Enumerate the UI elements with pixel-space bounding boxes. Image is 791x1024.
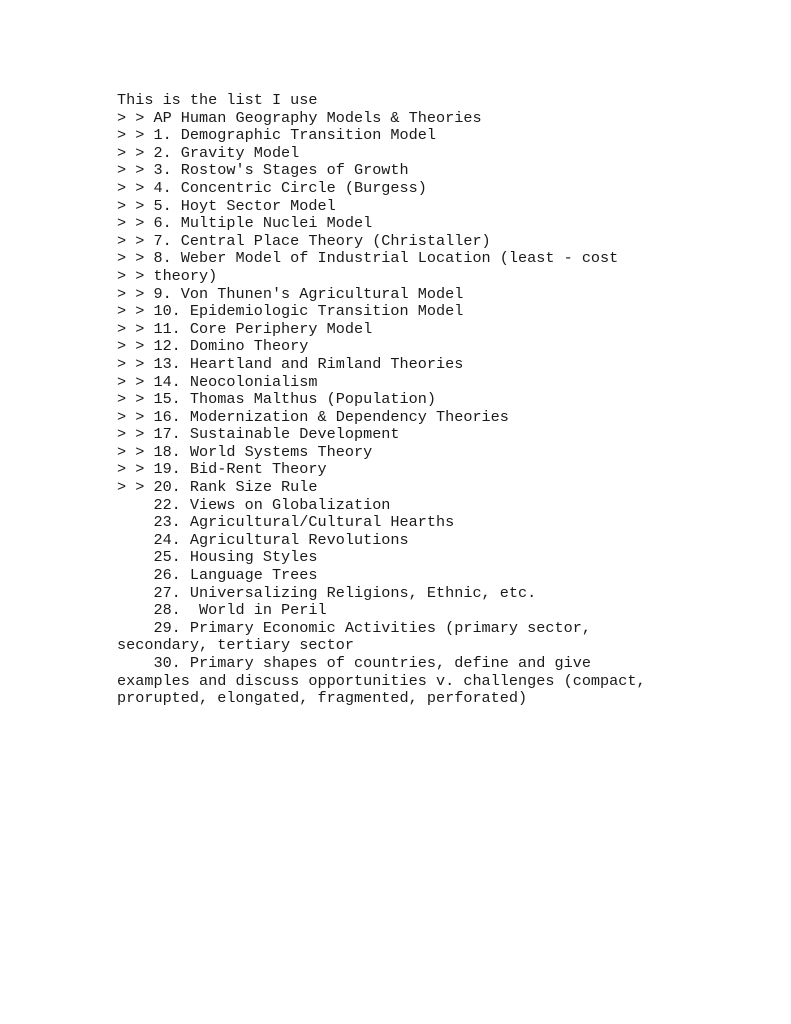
list-item: 28. World in Peril: [117, 601, 327, 620]
list-item: 23. Agricultural/Cultural Hearths: [117, 513, 455, 532]
list-item: > > theory): [117, 266, 218, 285]
list-item: > > 19. Bid-Rent Theory: [117, 460, 327, 479]
list-item: > > 15. Thomas Malthus (Population): [117, 390, 436, 409]
document-body: [117, 92, 757, 708]
list-item: > > AP Human Geography Models & Theories: [117, 108, 482, 127]
list-item: prorupted, elongated, fragmented, perforated): [117, 689, 528, 708]
list-item: 25. Housing Styles: [117, 548, 318, 567]
list-item: > > 10. Epidemiologic Transition Model: [117, 302, 464, 321]
list-item: > > 14. Neocolonialism: [117, 372, 318, 391]
list-item: > > 1. Demographic Transition Model: [117, 126, 436, 145]
list-item: > > 8. Weber Model of Industrial Location (least - cost: [117, 249, 619, 268]
list-item: > > 2. Gravity Model: [117, 143, 300, 162]
list-item: > > 7. Central Place Theory (Christaller): [117, 231, 491, 250]
intro-line: This is the list I use: [117, 91, 318, 109]
list-item: 22. Views on Globalization: [117, 495, 391, 514]
list-item: > > 6. Multiple Nuclei Model: [117, 214, 373, 233]
list-item: > > 20. Rank Size Rule: [117, 478, 318, 497]
list-item: examples and discuss opportunities v. challenges (compact,: [117, 671, 646, 690]
list-item: 30. Primary shapes of countries, define and give: [117, 654, 591, 672]
list-item: > > 5. Hoyt Sector Model: [117, 196, 336, 215]
list-item: secondary, tertiary sector: [117, 636, 354, 655]
list-item: 24. Agricultural Revolutions: [117, 530, 409, 549]
list-item: > > 12. Domino Theory: [117, 337, 309, 356]
list-item: > > 16. Modernization & Dependency Theories: [117, 407, 509, 426]
list-item: > > 3. Rostow's Stages of Growth: [117, 161, 409, 180]
list-item: > > 13. Heartland and Rimland Theories: [117, 354, 464, 373]
list-item: 29. Primary Economic Activities (primary sector,: [117, 618, 591, 637]
list-item: > > 18. World Systems Theory: [117, 442, 373, 461]
list-item: > > 17. Sustainable Development: [117, 425, 400, 444]
list-item: 26. Language Trees: [117, 566, 318, 585]
list-item: > > 9. Von Thunen's Agricultural Model: [117, 284, 464, 303]
list-item: > > 11. Core Periphery Model: [117, 319, 373, 338]
list-item: > > 4. Concentric Circle (Burgess): [117, 178, 427, 197]
list-item: 27. Universalizing Religions, Ethnic, etc.: [117, 583, 537, 602]
